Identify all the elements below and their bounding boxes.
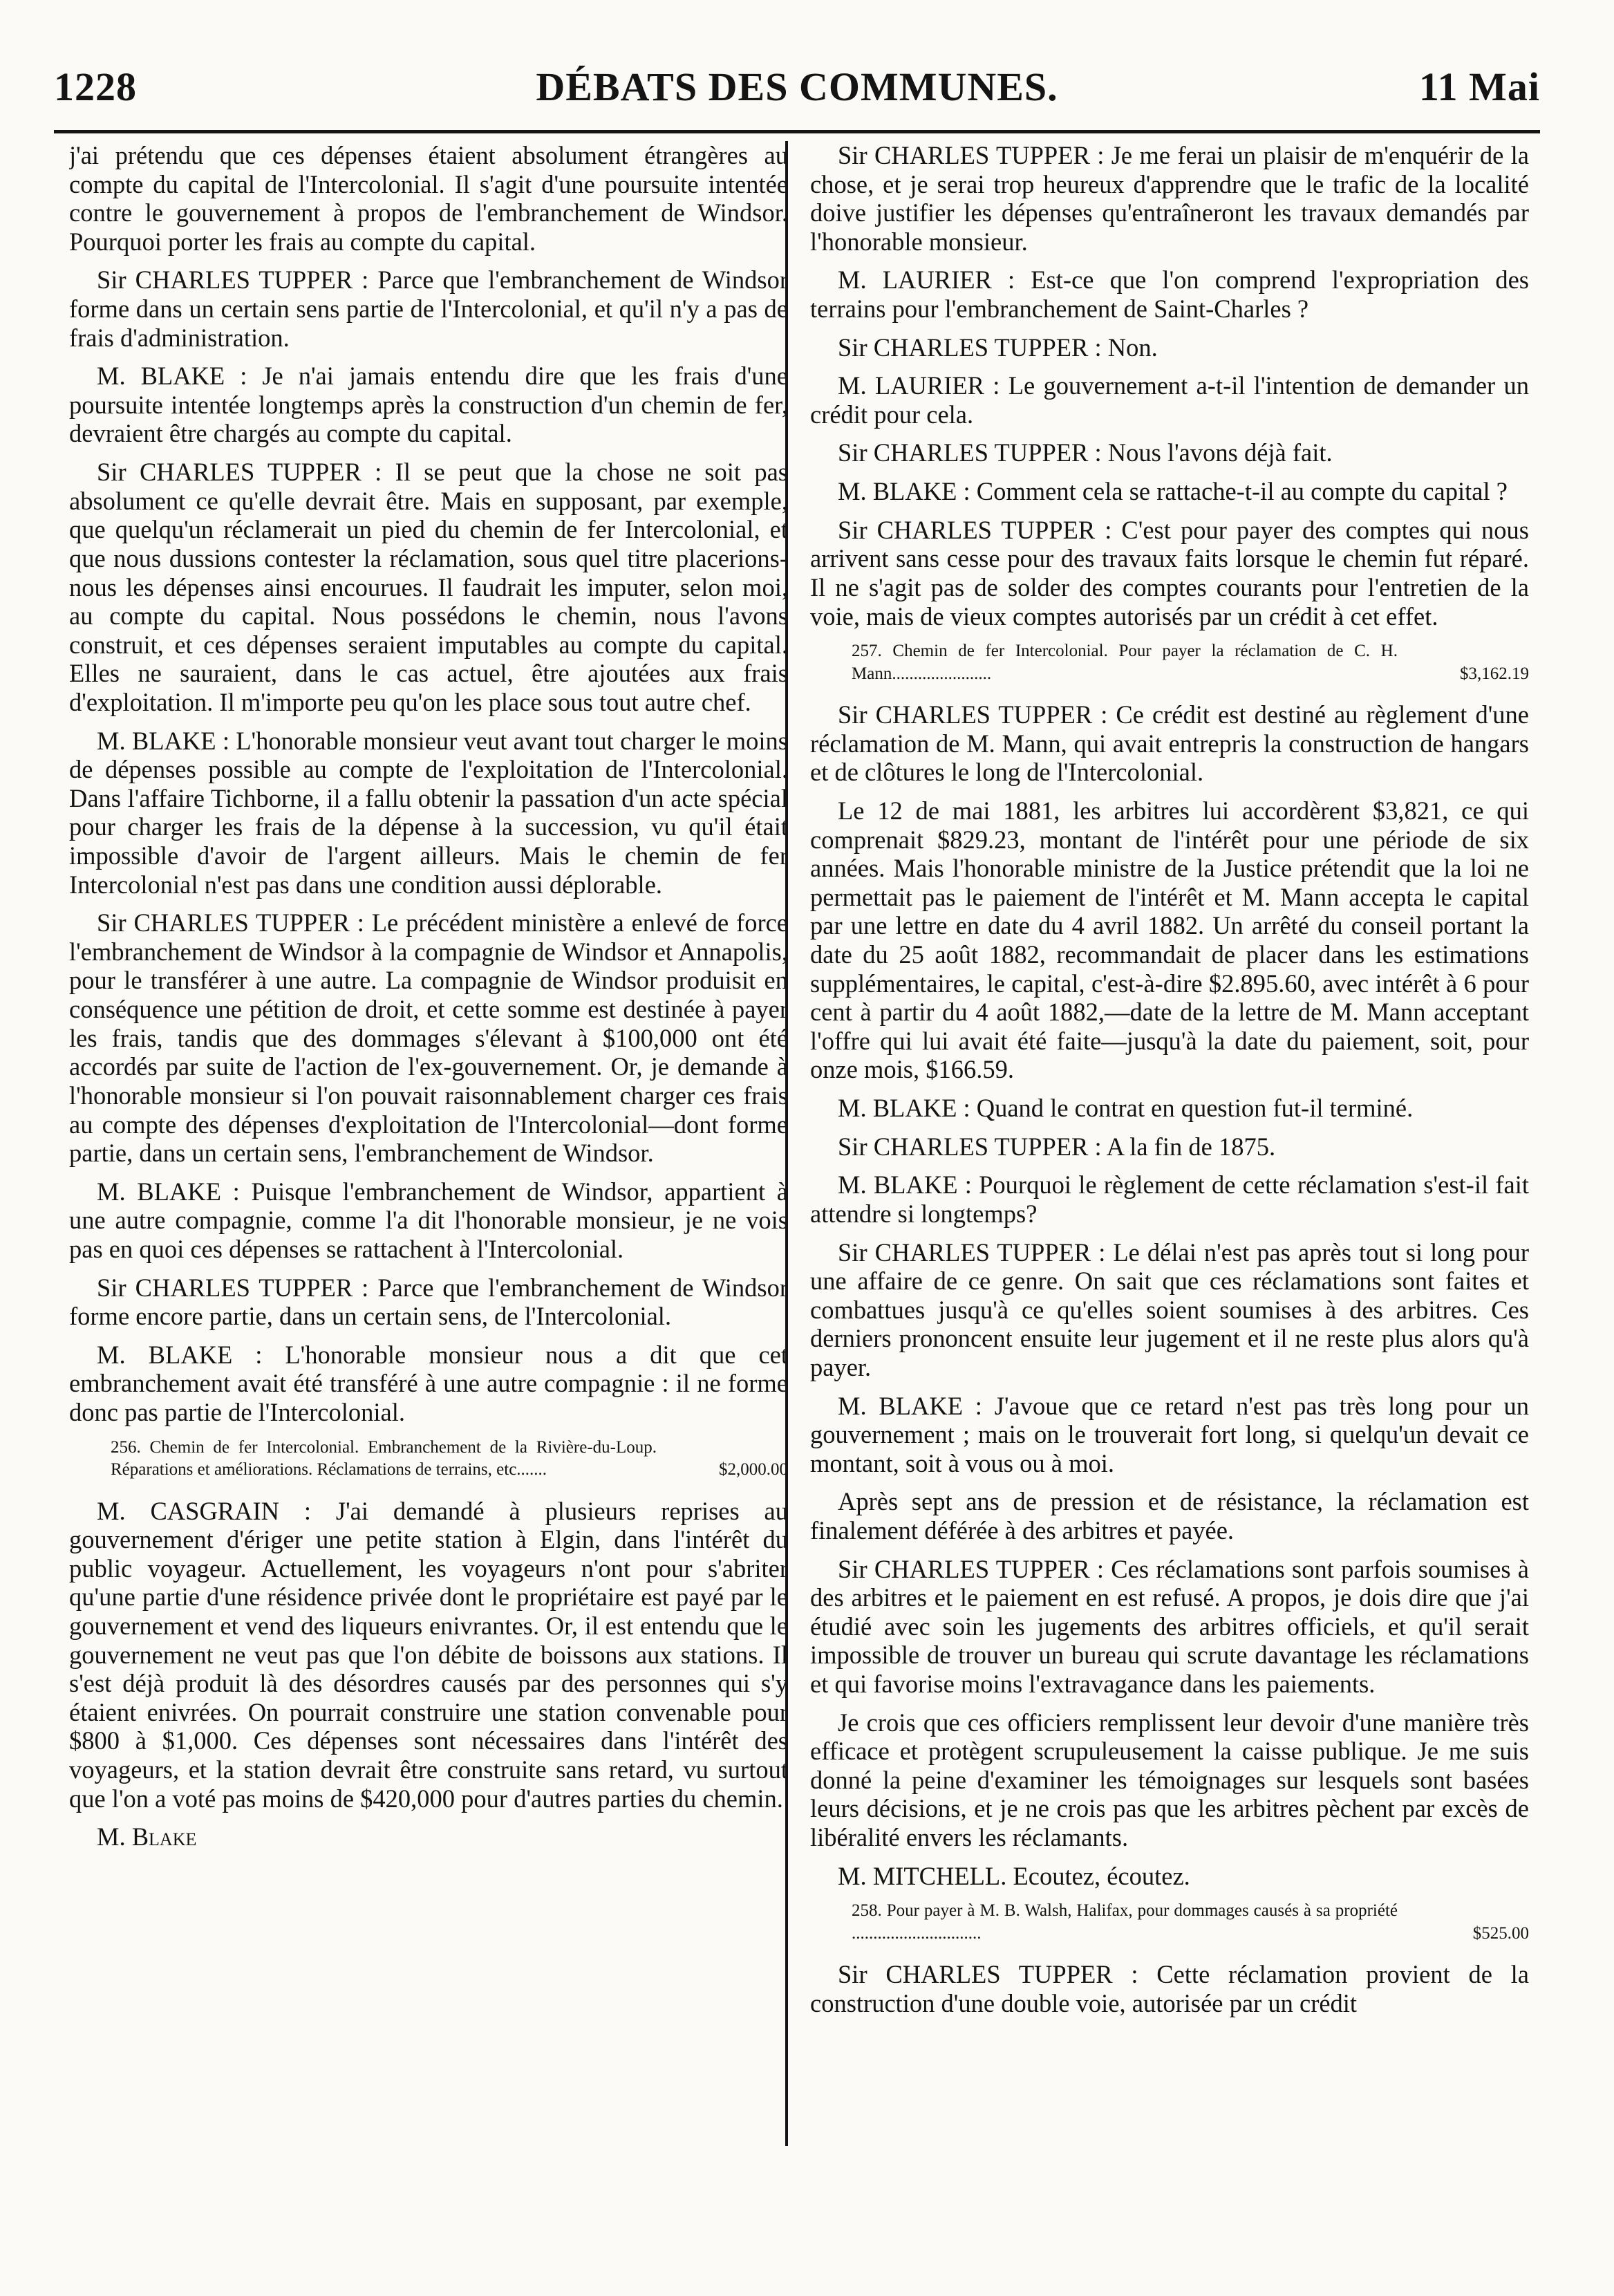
signature: M. Blake [97,1822,197,1851]
paragraph: Sir CHARLES TUPPER : Parce que l'embranchement de Windsor forme encore partie, dans un certain sens, de l'Intercolonial. [69,1273,788,1331]
paragraph: M. LAURIER : Le gouvernement a-t-il l'intention de demander un crédit pour cela. [810,371,1529,429]
paragraph: Sir CHARLES TUPPER : Ce crédit est destiné au règlement d'une réclamation de M. Mann, qui avait entrepris la construction de hangars et de clôtures le long de l'Intercolonial. [810,700,1529,787]
paragraph: M. BLAKE : L'honorable monsieur veut avant tout charger le moins de dépenses possible au compte de l'exploitation de l'Intercolonial. Dans l'affaire Tichborne, il a fallu obtenir la passation d'un acte spécial pour charger les frais de la dépense à la succession, vu qu'il était impossible d'avoir de l'argent ailleurs. Mais le chemin de fer Intercolonial n'est pas dans une condition aussi déplorable. [69,726,788,899]
estimate-item-amount: $3,162.19 [1460,664,1529,683]
paragraph: Sir CHARLES TUPPER : Ces réclamations sont parfois soumises à des arbitres et le paiement en est refusé. A propos, je dois dire que j'ai étudié avec soin les jugements des arbitres officiels, et qu'il serait impossible de trouver un bureau qui scrute davantage les réclamations et qui favorise moins l'extravagance dans les paiements. [810,1554,1529,1699]
paragraph: M. BLAKE : Comment cela se rattache-t-il au compte du capital ? [838,477,1508,506]
paragraph: Sir CHARLES TUPPER : Il se peut que la chose ne soit pas absolument ce qu'elle devrait être. Mais en supposant, par exemple, que quelqu'un réclamerait un pied du chemin de fer Intercolonial, et que nous dussions contester la réclamation, sous quel titre placerions-nous les dépenses ainsi encourues. Il faudrait les imputer, selon moi, au compte du capital. Nous possédons le chemin, nous l'avons construit, et ces dépenses seraient imputables au compte du capital. Elles ne sauraient, dans le cas actuel, être ajoutées aux frais d'exploitation. Il m'importe peu qu'on les place sous tout autre chef. [69,458,788,716]
paragraph: Sir CHARLES TUPPER : Le délai n'est pas après tout si long pour une affaire de ce genre. On sait que ces réclamations sont faites et combattues jusqu'à ce qu'elles soient soumises à des arbitres. Ces derniers prononcent ensuite leur jugement et il ne reste plus alors qu'à payer. [810,1238,1529,1381]
paragraph: M. CASGRAIN : J'ai demandé à plusieurs reprises au gouvernement d'ériger une petite station à Elgin, dans l'intérêt du public voyageur. Actuellement, les voyageurs n'ont pour s'abriter qu'une partie d'une résidence privée dont le propriétaire est payé par le gouvernement et vend des liqueurs enivrantes. Or, il est entendu que le gouvernement ne veut pas que l'on débite de boissons aux stations. Il s'est déjà produit là des désordres causés par des personnes qui s'y étaient enivrées. On pourrait construire une station convenable pour $800 à $1,000. Ces dépenses sont nécessaires dans l'intérêt des voyageurs, et la station devrait être construite sans retard, vu surtout que l'on a voté pas moins de $420,000 pour d'autres parties du chemin. [69,1496,788,1813]
paragraph: j'ai prétendu que ces dépenses étaient absolument étrangères au compte du capital de l'Intercolonial. Il s'agit d'une poursuite intentée contre le gouvernement à propos de l'embranchement de Windsor. Pourquoi porter les frais au compte du capital. [69,141,788,256]
paragraph: Sir CHARLES TUPPER : A la fin de 1875. [838,1132,1276,1161]
paragraph: M. BLAKE : Je n'ai jamais entendu dire que les frais d'une poursuite intentée longtemps après la construction d'un chemin de fer, devraient être chargés au compte du capital. [69,362,788,448]
paragraph: Je crois que ces officiers remplissent leur devoir d'une manière très efficace et protègent scrupuleusement la caisse publique. Je me suis donné la peine d'examiner les témoignages sur lesquels sont basées leurs décisions, et je ne crois pas que les arbitres pèchent par excès de libéralité envers les réclamants. [810,1708,1529,1852]
page-number: 1228 [54,64,137,109]
paragraph: M. BLAKE : L'honorable monsieur nous a dit que cet embranchement avait été transféré à une autre compagnie : il ne forme donc pas partie de l'Intercolonial. [69,1340,788,1426]
estimate-item-text: 257. Chemin de fer Intercolonial. Pour payer la réclamation de C. H. Mann....................... [852,642,1398,683]
paragraph: M. BLAKE : Quand le contrat en question fut-il terminé. [838,1094,1414,1123]
paragraph: Sir CHARLES TUPPER : Cette réclamation provient de la construction d'une double voie, autorisée par un crédit [810,1960,1529,2017]
estimate-item-257 [852,640,1529,685]
paragraph: Sir CHARLES TUPPER : Parce que l'embranchement de Windsor forme dans un certain sens partie de l'Intercolonial, et qu'il n'y a pas de frais d'administration. [69,265,788,352]
paragraph: Sir CHARLES TUPPER : Non. [838,333,1158,362]
right-column [810,141,1529,2243]
header-rule [54,130,1540,133]
estimate-item-256 [111,1437,788,1482]
paragraph: Sir CHARLES TUPPER : Nous l'avons déjà fait. [838,438,1333,467]
paragraph: M. BLAKE : Puisque l'embranchement de Windsor, appartient à une autre compagnie, comme l'a dit l'honorable monsieur, je ne vois pas en quoi ces dépenses se rattachent à l'Intercolonial. [69,1177,788,1263]
paragraph: Sir CHARLES TUPPER : Le précédent ministère a enlevé de force l'embranchement de Windsor à la compagnie de Windsor et Annapolis, pour le transférer à une autre. La compagnie de Windsor produisit en conséquence une pétition de droit, et cette somme est destinée à payer les frais, tandis que des dommages s'élevant à $100,000 ont été accordés par suite de l'action de l'ex-gouvernement. Or, je demande à l'honorable monsieur si l'on pouvait raisonnablement charger ces frais au compte des dépenses d'exploitation de l'Intercolonial—dont forme partie, dans un certain sens, l'embranchement de Windsor. [69,908,788,1168]
estimate-item-amount: $525.00 [1472,1923,1529,1943]
paragraph: Sir CHARLES TUPPER : Je me ferai un plaisir de m'enquérir de la chose, et je serai trop heureux d'apprendre que le trafic de la localité doive justifier les dépenses qu'entraîneront les travaux demandés par l'honorable monsieur. [810,141,1529,256]
paragraph: M. BLAKE : Pourquoi le règlement de cette réclamation s'est-il fait attendre si longtemps? [810,1170,1529,1228]
page-title: DÉBATS DES COMMUNES. [536,64,1058,109]
paragraph: Sir CHARLES TUPPER : C'est pour payer des comptes qui nous arrivent sans cesse pour des travaux faits lorsque le chemin fut réparé. Il ne s'agit pas de solder des comptes courants pour l'entretien de la voie, mais de vieux comptes autorisés par un crédit à cet effet. [810,515,1529,631]
paragraph: M. MITCHELL. Ecoutez, écoutez. [838,1861,1190,1890]
paragraph: Le 12 de mai 1881, les arbitres lui accordèrent $3,821, ce qui comprenait $829.23, montant de l'intérêt pour une période de six années. Mais l'honorable ministre de la Justice prétendit que la loi ne permettait pas le paiement de l'intérêt et M. Mann accepta le capital par une lettre en date du 4 avril 1882. Un arrêté du conseil portant la date du 25 août 1882, recommandait de placer dans les estimations supplémentaires, le capital, c'est-à-dire $2.895.60, avec intérêt à 6 pour cent à partir du 4 août 1882,—date de la lettre de M. Mann acceptant l'offre qui lui avait été faite—jusqu'à la date du paiement, soit, pour onze mois, $166.59. [810,796,1529,1084]
paragraph: M. LAURIER : Est-ce que l'on comprend l'expropriation des terrains pour l'embranchement de Saint-Charles ? [810,265,1529,324]
estimate-item-amount: $2,000.00 [719,1460,788,1480]
estimate-item-text: 258. Pour payer à M. B. Walsh, Halifax, pour dommages causés à sa propriété .............................. [852,1901,1398,1943]
estimate-item-text: 256. Chemin de fer Intercolonial. Embranchement de la Rivière-du-Loup. Réparations et améliorations. Réclamations de terrains, etc....... [111,1437,657,1480]
paragraph: Après sept ans de pression et de résistance, la réclamation est finalement déférée à des arbitres et payée. [810,1487,1529,1544]
estimate-item-258 [852,1900,1529,1945]
page-date: 11 Mai [1418,64,1540,109]
left-column [69,141,788,2243]
paragraph: M. BLAKE : J'avoue que ce retard n'est pas très long pour un gouvernement ; mais on le trouverait fort long, si quelqu'un devait ce montant, soit à vous ou à moi. [810,1391,1529,1477]
page-header [54,64,1540,119]
